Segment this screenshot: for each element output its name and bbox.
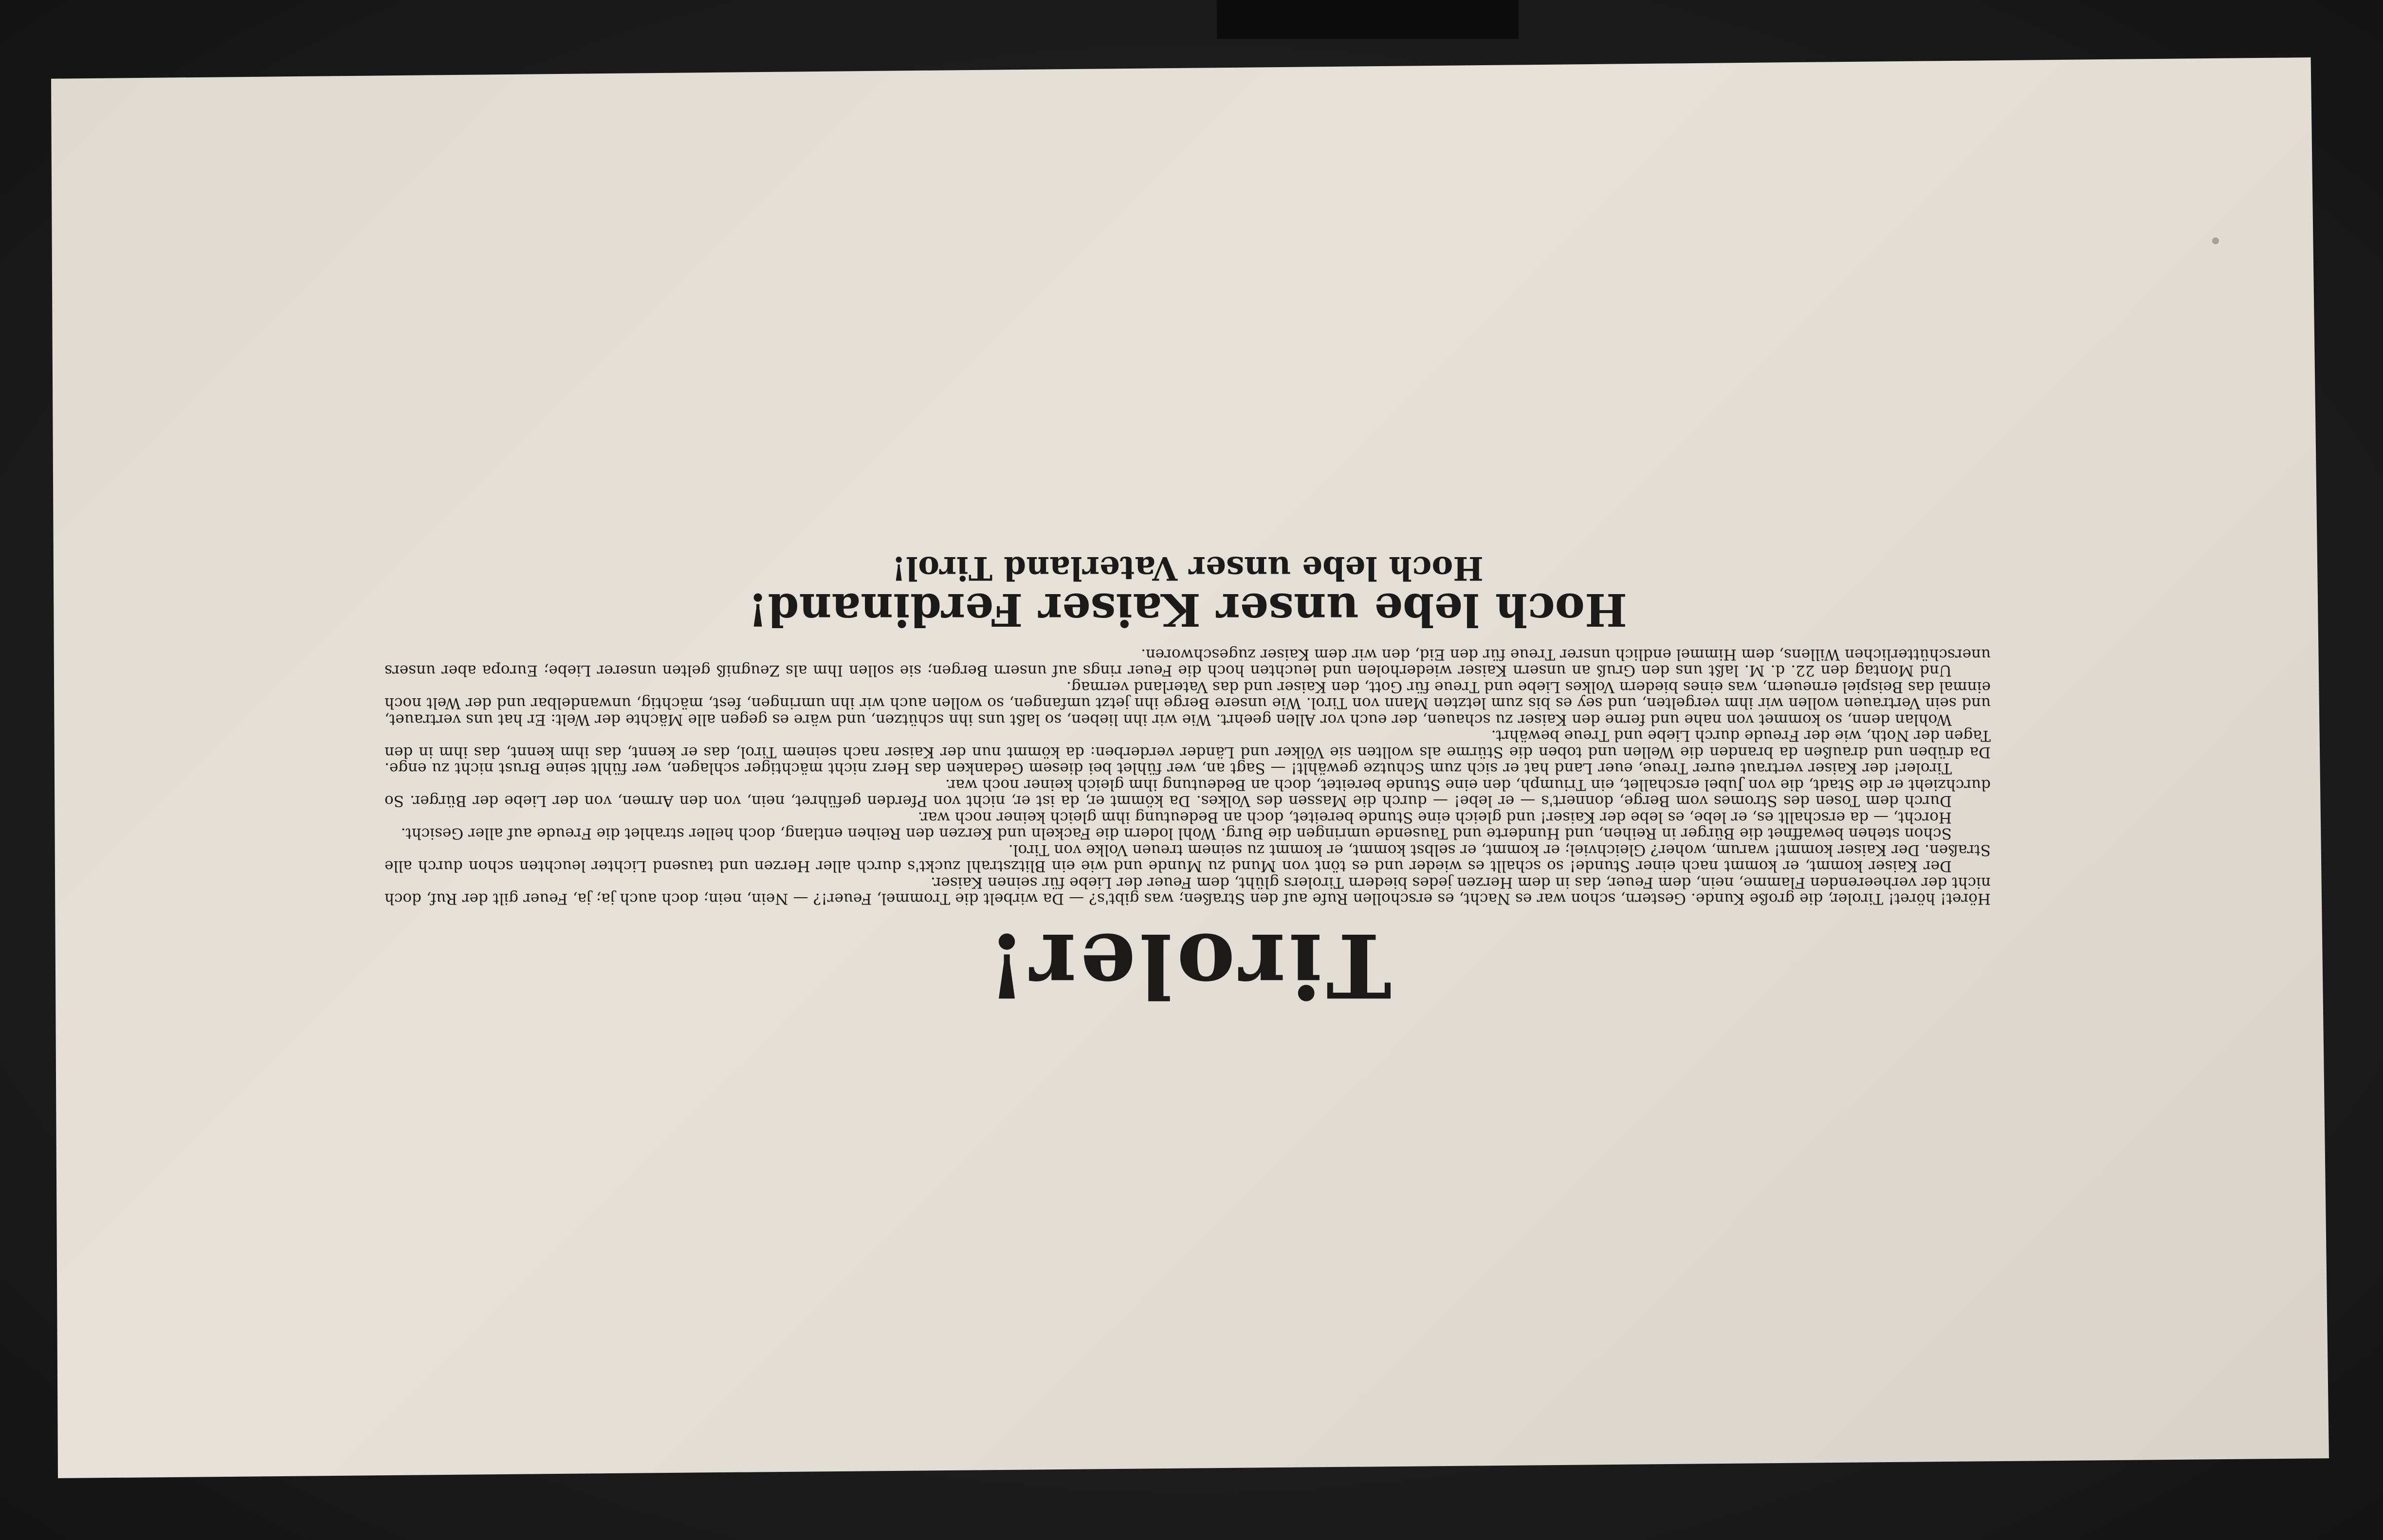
paragraph: Und Montag den 22. d. M. laßt uns den Gruß an unsern Kaiser wiederholen und leuchten hoch die Feuer rings auf unsern Bergen; sie sollen Ihm als Zeugniß gelten unserer Liebe; Europa aber unsers unerschütterlichen Willens, dem Himmel endlich unsrer Treue für den Eid, den wir dem Kaiser zugeschworen. bbox=[385, 645, 1991, 680]
paragraph: Höret! höret! Tiroler, die große Kunde. Gestern, schon war es Nacht, es erschollen Rufe auf den Straßen; was gibt's? — Da wirbelt die Trommel, Feuer!? — Nein, nein; doch auch ja; ja, Feuer gilt der Ruf, doch nicht der verheerenden Flamme, nein, dem Feuer, das in dem Herzen jedes biedern Tirolers glüht, dem Feuer der Liebe für seinen Kaiser. bbox=[385, 873, 1991, 907]
paragraph: Durch dem Tosen des Stromes vom Berge, donnert's — er lebe! — durch die Massen des Volkes. Da kömmt er, da ist er, nicht von Pferden geführet, nein, von den Armen, von der Liebe der Bürger. So durchzieht er die Stadt, die von Jubel erschallet, ein Triumph, den eine Stunde bereitet, doch an Bedeutung ihm gleich keiner noch war. bbox=[385, 776, 1991, 810]
paragraph: Tiroler! der Kaiser vertraut eurer Treue, euer Land hat er sich zum Schutze gewählt! — Sagt an, wer fühlet bei diesem Gedanken das Herz nicht mächtiger schlagen, wer fühlt seine Brust nicht zu enge. Da drüben und draußen da branden die Wellen und toben die Stürme als wollten sie Völker und Länder verderben: da kömmt nun der Kaiser nach seinem Tirol, das er kennt, das ihm kennt, das ihm in den Tagen der Noth, wie der Freude durch Liebe und Treue bewährt. bbox=[385, 727, 1991, 778]
ink-spot bbox=[2212, 237, 2219, 244]
paragraph: Wohlan denn, so kommet von nahe und ferne den Kaiser zu schauen, der euch vor Allen geehrt. Wie wir ihn lieben, so laßt uns ihn schützen, und wäre es gegen alle Mächte der Welt: Er hat uns vertrauet, und sein Vertrauen wollen wir ihm vergelten, und sey es bis zum letzten Mann von Tirol. Wie unsere Berge ihn jetzt umfangen, so wollen auch wir ihn umringen, fest, mächtig, unwandelbar und der Welt noch einmal das Beispiel erneuern, was eines biedern Volkes Liebe und Treue für Gott, den Kaiser und das Vaterland vermag. bbox=[385, 678, 1991, 728]
page-title: Tiroler! bbox=[984, 914, 1392, 1016]
closing-line-emperor: Hoch lebe unser Kaiser Ferdinand! bbox=[748, 583, 1628, 636]
closing-line-fatherland: Hoch lebe unser Vaterland Tirol! bbox=[892, 549, 1484, 588]
paragraph: Schon stehen bewaffnet die Bürger in Reihen, und Hunderte und Tausende umringen die Burg. Wohl lodern die Fackeln und Kerzen den Reihen entlang, doch heller strahlet die Freude auf aller Gesicht. bbox=[401, 825, 1952, 843]
broadsheet-text bbox=[385, 532, 1991, 1016]
paragraph: Der Kaiser kommt, er kommt nach einer Stunde! so schallt es wieder und es tönt von Mund zu Munde und wie ein Blitzstrahl zuckt's durch aller Herzen und tausend Lichter leuchten schon durch alle Straßen. Der Kaiser kommt! warum, woher? Gleichviel; er kommt, er selbst kommt, er kommt zu seinem treuen Volke von Tirol. bbox=[385, 841, 1991, 875]
scanner-clip bbox=[1217, 0, 1519, 39]
paragraph: Horcht, — da erschallt es, er lebe, es lebe der Kaiser! und gleich eine Stunde bereitet, doch an Bedeutung ihm gleich keiner noch war. bbox=[917, 808, 1952, 826]
